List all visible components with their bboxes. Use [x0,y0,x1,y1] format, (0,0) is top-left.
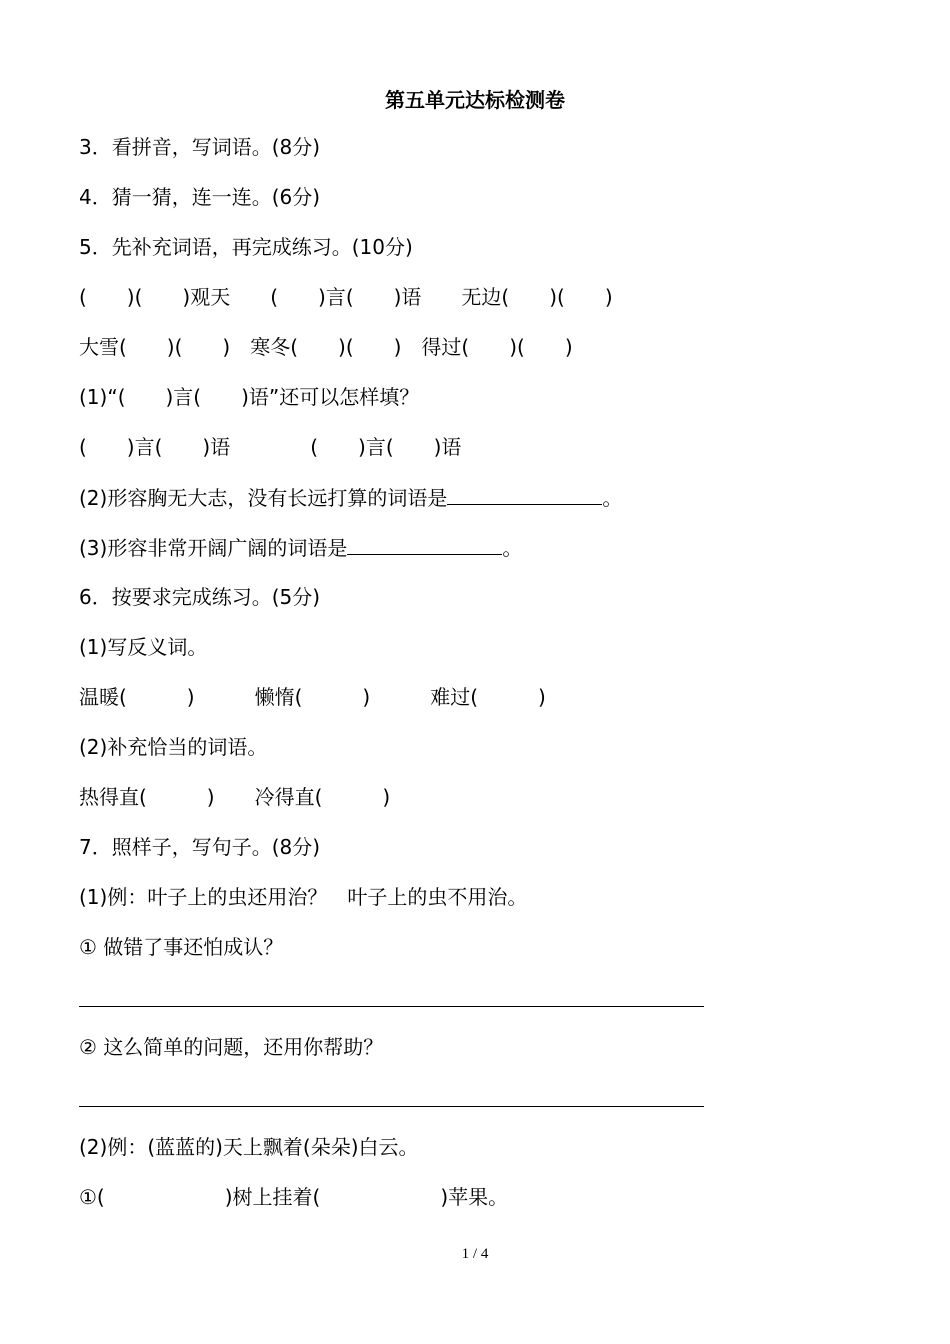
page-number: 1 / 4 [461,1246,489,1262]
q5-sub-2-text: (2)形容胸无大志，没有长远打算的词语是 [79,486,448,510]
q6-sub-2-words: 热得直( ) 冷得直( ) [79,785,391,809]
q6-sub-1-words: 温暖( ) 懒惰( ) 难过( ) [79,685,546,709]
question-6: 6．按要求完成练习。(5分) [79,585,321,609]
answer-line[interactable] [79,1106,704,1107]
q7-sub-2-example: (2)例：(蓝蓝的)天上飘着(朵朵)白云。 [79,1135,419,1159]
q5-sub-3-end: 。 [502,536,523,560]
question-5: 5．先补充词语，再完成练习。(10分) [79,235,413,259]
q5-sub-2-end: 。 [602,486,623,510]
q5-sub-3 [79,534,522,561]
q5-word-row-2: 大雪( )( ) 寒冬( )( ) 得过( )( ) [79,335,573,359]
answer-line[interactable] [79,1006,704,1007]
q5-sub-1: (1)“( )言( )语”还可以怎样填？ [79,385,420,409]
question-3: 3．看拼音，写词语。(8分) [79,135,321,159]
answer-blank[interactable] [447,484,602,505]
q5-word-row-1: ( )( )观天 ( )言( )语 无边( )( ) [79,285,613,309]
page-title: 第五单元达标检测卷 [385,88,565,112]
answer-blank[interactable] [347,534,502,555]
q5-sub-1-blanks: ( )言( )语 ( )言( )语 [79,435,462,459]
q6-sub-1: (1)写反义词。 [79,635,208,659]
q6-sub-2: (2)补充恰当的词语。 [79,735,268,759]
q7-sub-2-item-1: ①( )树上挂着( )苹果。 [79,1185,509,1209]
q7-sub-1-item-2: ② 这么简单的问题，还用你帮助？ [79,1035,384,1059]
q7-sub-1-item-1: ① 做错了事还怕成认？ [79,935,284,959]
q5-sub-2 [79,484,622,511]
q5-sub-3-text: (3)形容非常开阔广阔的词语是 [79,536,348,560]
q7-sub-1-example: (1)例：叶子上的虫还用治？ 叶子上的虫不用治。 [79,885,528,909]
question-7: 7．照样子，写句子。(8分) [79,835,321,859]
question-4: 4．猜一猜，连一连。(6分) [79,185,321,209]
